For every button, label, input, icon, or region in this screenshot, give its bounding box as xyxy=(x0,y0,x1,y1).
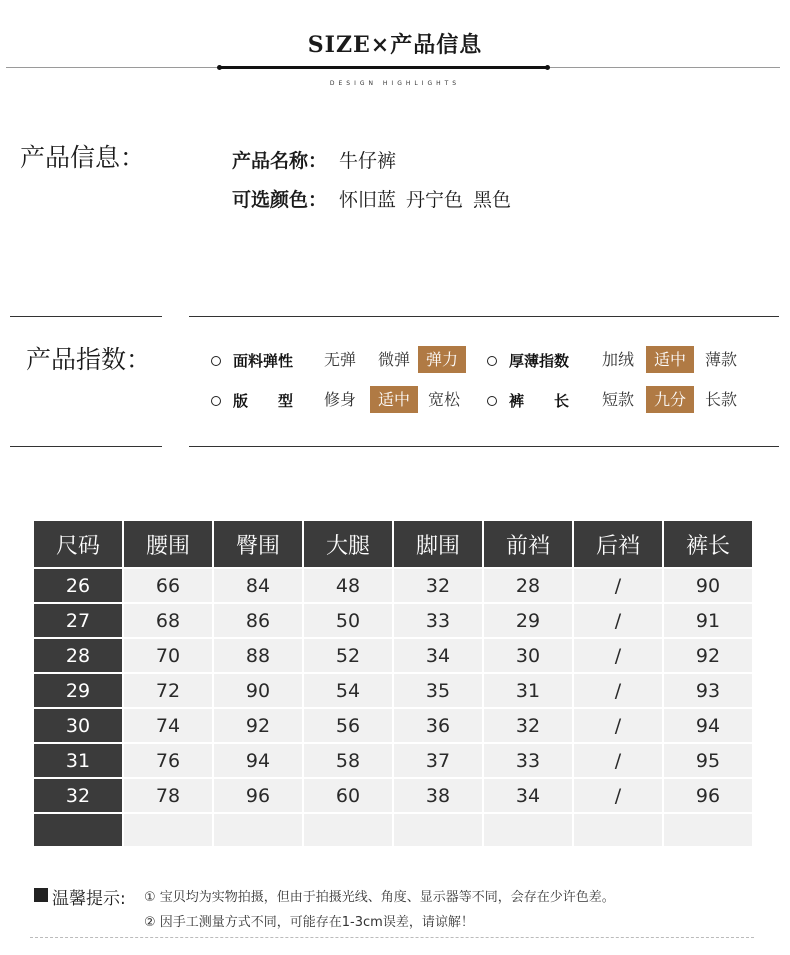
header-back-rise: 后裆 xyxy=(574,521,662,567)
table-cell xyxy=(304,814,392,846)
table-cell: 96 xyxy=(664,779,752,812)
table-cell: 34 xyxy=(394,639,482,672)
table-cell: / xyxy=(574,569,662,602)
table-cell: 88 xyxy=(214,639,302,672)
table-cell: 78 xyxy=(124,779,212,812)
option-elasticity-1: 微弹 xyxy=(377,350,410,369)
option-fit-1-selected: 适中 xyxy=(370,386,418,413)
table-cell: 34 xyxy=(484,779,572,812)
size-cell: 27 xyxy=(34,604,122,637)
bullet-circle-icon xyxy=(211,356,221,366)
table-cell: 92 xyxy=(214,709,302,742)
table-cell: 96 xyxy=(214,779,302,812)
table-cell xyxy=(574,814,662,846)
table-cell: 50 xyxy=(304,604,392,637)
header-accent-bar xyxy=(220,66,548,69)
product-name-row xyxy=(232,146,396,173)
table-cell: 60 xyxy=(304,779,392,812)
table-cell: 54 xyxy=(304,674,392,707)
table-cell xyxy=(664,814,752,846)
table-cell: 37 xyxy=(394,744,482,777)
index-label-length: 裤 长 xyxy=(509,392,570,410)
table-cell: 91 xyxy=(664,604,752,637)
table-row-empty xyxy=(34,814,752,846)
header-waist: 腰围 xyxy=(124,521,212,567)
option-thickness-2: 薄款 xyxy=(704,350,737,369)
footer-divider xyxy=(30,937,754,938)
table-cell: 32 xyxy=(484,709,572,742)
table-cell: 84 xyxy=(214,569,302,602)
table-cell xyxy=(484,814,572,846)
product-name-value: 牛仔裤 xyxy=(339,150,397,172)
header-dot-left xyxy=(217,65,222,70)
table-cell: 93 xyxy=(664,674,752,707)
table-cell: 48 xyxy=(304,569,392,602)
header-dot-right xyxy=(545,65,550,70)
size-cell: 26 xyxy=(34,569,122,602)
table-cell: 33 xyxy=(484,744,572,777)
table-cell: 52 xyxy=(304,639,392,672)
option-thickness-0: 加绒 xyxy=(601,350,634,369)
table-cell: 38 xyxy=(394,779,482,812)
table-cell: 58 xyxy=(304,744,392,777)
table-cell: 28 xyxy=(484,569,572,602)
option-length-2: 长款 xyxy=(704,390,737,409)
option-thickness-1-selected: 适中 xyxy=(646,346,694,373)
table-cell: 86 xyxy=(214,604,302,637)
bullet-circle-icon xyxy=(211,396,221,406)
table-cell: 94 xyxy=(214,744,302,777)
option-elasticity-0: 无弹 xyxy=(323,350,356,369)
table-cell: 90 xyxy=(664,569,752,602)
index-rule-bottom-right xyxy=(189,446,779,447)
option-fit-2: 宽松 xyxy=(427,390,460,409)
table-cell: 92 xyxy=(664,639,752,672)
note-line-1: ① 宝贝均为实物拍摄，但由于拍摄光线、角度、显示器等不同，会存在少许色差。 xyxy=(144,890,615,905)
color-option: 怀旧蓝 xyxy=(339,189,397,211)
header-size: 尺码 xyxy=(34,521,122,567)
option-length-1-selected: 九分 xyxy=(646,386,694,413)
table-cell: 76 xyxy=(124,744,212,777)
index-label-thickness: 厚薄指数 xyxy=(509,352,570,370)
table-cell: 29 xyxy=(484,604,572,637)
index-rule-bottom-left xyxy=(10,446,162,447)
table-cell: 30 xyxy=(484,639,572,672)
size-cell: 30 xyxy=(34,709,122,742)
color-option: 黑色 xyxy=(473,189,512,211)
color-option: 丹宁色 xyxy=(406,189,464,211)
product-info-heading: 产品信息： xyxy=(20,143,146,172)
option-length-0: 短款 xyxy=(601,390,634,409)
table-cell: 94 xyxy=(664,709,752,742)
size-cell: 29 xyxy=(34,674,122,707)
table-row xyxy=(34,674,752,707)
page-title: SIZE×产品信息 xyxy=(307,32,483,58)
table-cell: / xyxy=(574,779,662,812)
table-row xyxy=(34,779,752,812)
header-length: 裤长 xyxy=(664,521,752,567)
table-row xyxy=(34,639,752,672)
table-cell: / xyxy=(574,604,662,637)
size-table xyxy=(32,519,755,848)
table-cell: / xyxy=(574,674,662,707)
table-cell xyxy=(124,814,212,846)
header-thigh: 大腿 xyxy=(304,521,392,567)
size-cell: 31 xyxy=(34,744,122,777)
index-rule-top-right xyxy=(189,316,779,317)
size-cell: 28 xyxy=(34,639,122,672)
table-cell: 68 xyxy=(124,604,212,637)
table-cell: 72 xyxy=(124,674,212,707)
table-cell: 90 xyxy=(214,674,302,707)
size-cell xyxy=(34,814,122,846)
bullet-circle-icon xyxy=(487,356,497,366)
table-cell: 32 xyxy=(394,569,482,602)
header-leg-opening: 脚围 xyxy=(394,521,482,567)
option-elasticity-2-selected: 弹力 xyxy=(418,346,466,373)
bullet-circle-icon xyxy=(487,396,497,406)
table-cell: / xyxy=(574,744,662,777)
table-cell: / xyxy=(574,639,662,672)
table-cell: 31 xyxy=(484,674,572,707)
note-line-2: ② 因手工测量方式不同，可能存在1-3cm误差，请谅解！ xyxy=(144,915,474,930)
product-index-heading: 产品指数： xyxy=(26,345,152,374)
notes-title: 温馨提示: xyxy=(52,889,126,909)
table-cell: 74 xyxy=(124,709,212,742)
product-color-row xyxy=(232,185,521,212)
table-cell: 95 xyxy=(664,744,752,777)
table-cell: 66 xyxy=(124,569,212,602)
product-name-label: 产品名称： xyxy=(232,150,328,172)
size-table-header-row xyxy=(34,521,752,567)
table-cell xyxy=(214,814,302,846)
table-cell: 33 xyxy=(394,604,482,637)
table-cell: 56 xyxy=(304,709,392,742)
index-rule-top-left xyxy=(10,316,162,317)
table-row xyxy=(34,569,752,602)
size-cell: 32 xyxy=(34,779,122,812)
index-label-fit: 版 型 xyxy=(233,392,294,410)
table-cell: / xyxy=(574,709,662,742)
header-subtitle: DESIGN HIGHLIGHTS xyxy=(329,80,461,87)
header-front-rise: 前裆 xyxy=(484,521,572,567)
table-row xyxy=(34,604,752,637)
option-fit-0: 修身 xyxy=(323,390,356,409)
header-hip: 臀围 xyxy=(214,521,302,567)
table-row xyxy=(34,709,752,742)
index-label-elasticity: 面料弹性 xyxy=(233,352,294,370)
table-cell: 70 xyxy=(124,639,212,672)
table-cell: 35 xyxy=(394,674,482,707)
table-cell: 36 xyxy=(394,709,482,742)
table-cell xyxy=(394,814,482,846)
square-bullet-icon xyxy=(34,888,48,902)
table-row xyxy=(34,744,752,777)
product-color-label: 可选颜色： xyxy=(232,189,328,211)
